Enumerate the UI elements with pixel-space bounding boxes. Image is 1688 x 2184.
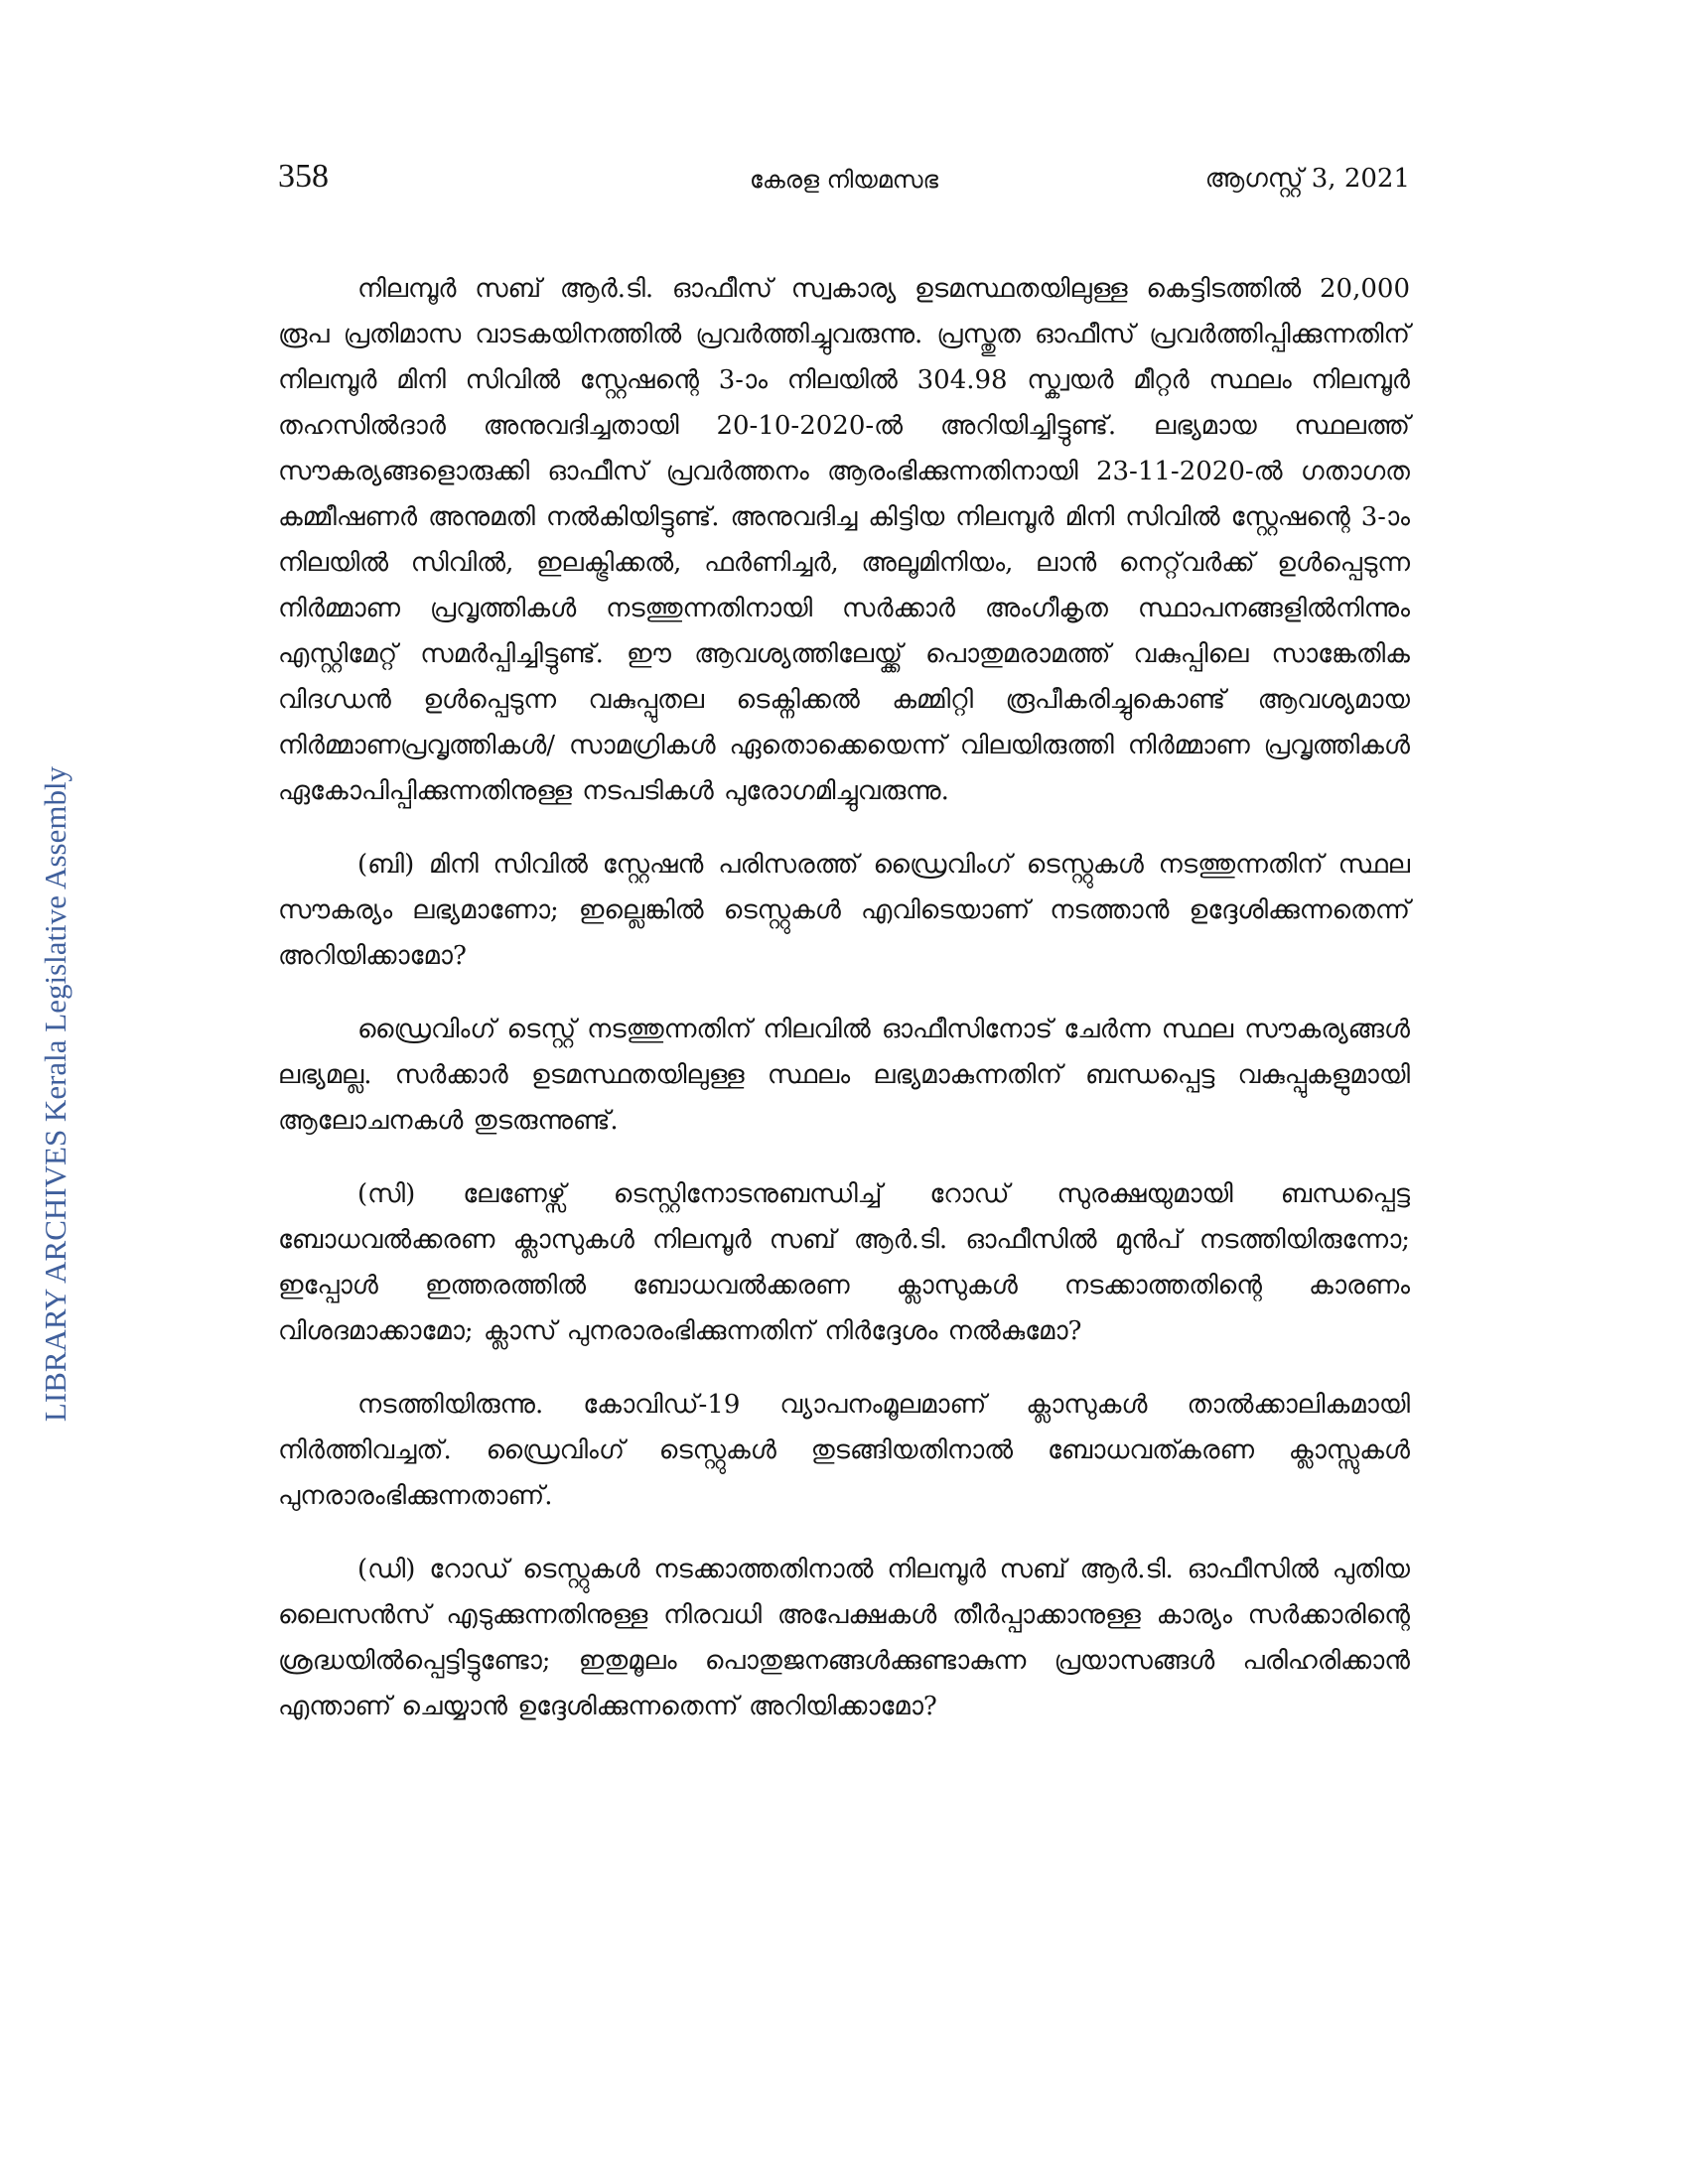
header-date: ആഗസ്റ്റ് 3, 2021: [1204, 164, 1410, 194]
running-title: കേരള നിയമസഭ: [749, 166, 939, 194]
page-number: 358: [278, 158, 329, 195]
archive-watermark: [38, 737, 73, 1451]
question-c-paragraph: (സി) ലേണേഴ്സ് ടെസ്റ്റിനോടനുബന്ധിച്ച് റോഡ് സുരക്ഷയുമായി ബന്ധപ്പെട്ട ബോധവൽക്കരണ ക്ലാസുകൾ നിലമ്പൂർ സബ് ആർ.ടി. ഓഫീസിൽ മുൻപ് നടത്തിയിരുന്നോ; ഇപ്പോൾ ഇത്തരത്തിൽ ബോധവൽക്കരണ ക്ലാസുകൾ നടക്കാത്തതിന്റെ കാരണം വിശദമാക്കാമോ; ക്ലാസ് പുനരാരംഭിക്കുന്നതിന് നിർദ്ദേശം നൽകുമോ?: [278, 1179, 1410, 1346]
archive-watermark-text: LIBRARY ARCHIVES Kerala Legislative Assembly: [38, 765, 72, 1423]
question-b-paragraph: (ബി) മിനി സിവിൽ സ്റ്റേഷൻ പരിസരത്ത് ഡ്രൈവിംഗ് ടെസ്റ്റുകൾ നടത്തുന്നതിന് സ്ഥല സൗകര്യം ലഭ്യമാണോ; ഇല്ലെങ്കിൽ ടെസ്റ്റുകൾ എവിടെയാണ് നടത്താൻ ഉദ്ദേശിക്കുന്നതെന്ന് അറിയിക്കാമോ?: [278, 850, 1410, 971]
question-d-paragraph: (ഡി) റോഡ് ടെസ്റ്റുകൾ നടക്കാത്തതിനാൽ നിലമ്പൂർ സബ് ആർ.ടി. ഓഫീസിൽ പുതിയ ലൈസൻസ് എടുക്കുന്നതിനുള്ള നിരവധി അപേക്ഷകൾ തീർപ്പാക്കാനുള്ള കാര്യം സർക്കാരിന്റെ ശ്രദ്ധയിൽപ്പെട്ടിട്ടുണ്ടോ; ഇതുമൂലം പൊതുജനങ്ങൾക്കുണ്ടാകുന്ന പ്രയാസങ്ങൾ പരിഹരിക്കാൻ എന്താണ് ചെയ്യാൻ ഉദ്ദേശിക്കുന്നതെന്ന് അറിയിക്കാമോ?: [278, 1555, 1410, 1721]
body-text: [278, 266, 1410, 1729]
page-header: [278, 157, 1410, 216]
answer-paragraph: നിലമ്പൂർ സബ് ആർ.ടി. ഓഫീസ് സ്വകാര്യ ഉടമസ്ഥതയിലുള്ള കെട്ടിടത്തിൽ 20,000 രൂപ പ്രതിമാസ വാടകയിനത്തിൽ പ്രവർത്തിച്ചുവരുന്നു. പ്രസ്തുത ഓഫീസ് പ്രവർത്തിപ്പിക്കുന്നതിന് നിലമ്പൂർ മിനി സിവിൽ സ്റ്റേഷന്റെ 3-ാം നിലയിൽ 304.98 സ്ക്വയർ മീറ്റർ സ്ഥലം നിലമ്പൂർ തഹസിൽദാർ അനുവദിച്ചതായി 20-10-2020-ൽ അറിയിച്ചിട്ടുണ്ട്. ലഭ്യമായ സ്ഥലത്ത് സൗകര്യങ്ങളൊരുക്കി ഓഫീസ് പ്രവർത്തനം ആരംഭിക്കുന്നതിനായി 23-11-2020-ൽ ഗതാഗത കമ്മീഷണർ അനുമതി നൽകിയിട്ടുണ്ട്. അനുവദിച്ച കിട്ടിയ നിലമ്പൂർ മിനി സിവിൽ സ്റ്റേഷന്റെ 3-ാം നിലയിൽ സിവിൽ, ഇലക്ട്രിക്കൽ, ഫർണിച്ചർ, അലൂമിനിയം, ലാൻ നെറ്റ്‌വർക്ക് ഉൾപ്പെടുന്ന നിർമ്മാണ പ്രവൃത്തികൾ നടത്തുന്നതിനായി സർക്കാർ അംഗീകൃത സ്ഥാപനങ്ങളിൽനിന്നും എസ്റ്റിമേറ്റ് സമർപ്പിച്ചിട്ടുണ്ട്. ഈ ആവശ്യത്തിലേയ്ക്ക് പൊതുമരാമത്ത് വകുപ്പിലെ സാങ്കേതിക വിദഗ്ധൻ ഉൾപ്പെടുന്ന വകുപ്പുതല ടെക്നിക്കൽ കമ്മിറ്റി രൂപീകരിച്ചുകൊണ്ട് ആവശ്യമായ നിർമ്മാണപ്രവൃത്തികൾ/ സാമഗ്രികൾ ഏതൊക്കെയെന്ന് വിലയിരുത്തി നിർമ്മാണ പ്രവൃത്തികൾ ഏകോപിപ്പിക്കുന്നതിനുള്ള നടപടികൾ പുരോഗമിച്ചുവരുന്നു.: [278, 274, 1410, 806]
answer-c-paragraph: നടത്തിയിരുന്നു. കോവിഡ്-19 വ്യാപനംമൂലമാണ് ക്ലാസുകൾ താൽക്കാലികമായി നിർത്തിവച്ചത്. ഡ്രൈവിംഗ് ടെസ്റ്റുകൾ തുടങ്ങിയതിനാൽ ബോധവത്കരണ ക്ലാസ്സുകൾ പുനരാരംഭിക്കുന്നതാണ്.: [278, 1390, 1410, 1511]
answer-b-paragraph: ഡ്രൈവിംഗ് ടെസ്റ്റ് നടത്തുന്നതിന് നിലവിൽ ഓഫീസിനോട് ചേർന്ന സ്ഥല സൗകര്യങ്ങൾ ലഭ്യമല്ല. സർക്കാർ ഉടമസ്ഥതയിലുള്ള സ്ഥലം ലഭ്യമാകുന്നതിന് ബന്ധപ്പെട്ട വകുപ്പുകളുമായി ആലോചനകൾ തുടരുന്നുണ്ട്.: [278, 1015, 1410, 1136]
